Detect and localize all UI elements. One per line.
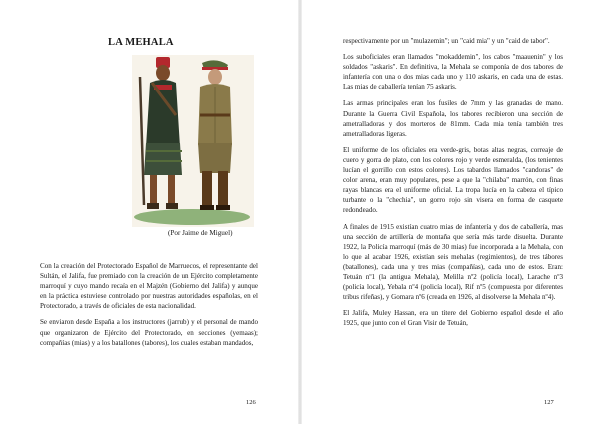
paragraph: El uniforme de los oficiales era verde-gris, botas altas negras, correaje de cuero y gorra de plato, con los colores rojo y verde esmeralda, (los tenientes lucían el gorrillo con estos colores). Los tabardos llamados "candoras" de color arena, eran muy populares, pese a que la "chilaba" marrón, con finas rayas blancas era el uniforme oficial. La tropa lucía en la cabeza el típico turbante o la "chechia", un gorro rojo sin visera en forma de casquete redondeado. xyxy=(343,145,563,215)
right-text-column xyxy=(343,36,563,334)
paragraph: Las armas principales eran los fusiles de 7mm y las granadas de mano. Durante la Guerra Civil Española, los tabores recibieron una sección de ametralladoras y dos morteros de 81mm. Cada mia tenía también tres ametralladoras ligeras. xyxy=(343,99,563,138)
soldiers-illustration xyxy=(132,55,254,227)
paragraph: A finales de 1915 existían cuatro mias de infantería y dos de caballería, mas una sección de artillería de montaña que sería más tarde disuelta. Durante 1922, la Policía marroquí (más de 30 mias) fue incorporada a la Mehala, con lo que al acabar 1926, existían seis mehalas (regimientos), de tres tábores (batallones), cada una y tres mias (compañías), cada uno de estos. Eran: Tetuán nº1 (la antigua Mehala), Melilla nº2 (policía local), Larache nº3 (policía local), Yebala nº4 (policía local), Rif nº5 (compuesta por diferentes tribus rifeñas), y Gomara nº6 (creada en 1926, al disolverse la Mehala nº4). xyxy=(343,222,563,302)
page-title: LA MEHALA xyxy=(108,37,174,48)
ground-patch xyxy=(134,209,250,225)
illustration-svg xyxy=(132,55,254,227)
paragraph: respectivamente por un "mulazemin"; un "caid mia" y un "caid de tabor". xyxy=(343,37,550,45)
paragraph: El Jalifa, Muley Hassan, era un títere del Gobierno español desde el año 1925, que junto con el Gran Visir de Tetuán, xyxy=(343,309,563,328)
paragraph: Se enviaron desde España a los instructores (jarrub) y el personal de mando que organizaron de Ejército del Protectorado, en secciones (yemaas); compañías (mias) y a los batallones (tabores), los cuales estaban mandados, xyxy=(40,318,258,347)
officer-figure xyxy=(198,60,232,210)
illustration-caption: (Por Jaime de Miguel) xyxy=(168,229,233,237)
right-page xyxy=(300,0,600,424)
page-number: 127 xyxy=(544,399,554,406)
page-number: 126 xyxy=(246,399,256,406)
left-text-column xyxy=(40,261,258,354)
paragraph: Los suboficiales eran llamados "mokaddemin", los cabos "maauenin" y los soldados "askaris". En definitiva, la Mehala se componía de dos tabores de infantería con una o dos mias cada uno y 110 askaris, en cada una de estas. Las mias de caballería tenían 75 askaris. xyxy=(343,53,563,92)
paragraph: Con la creación del Protectorado Español de Marruecos, el representante del Sultán, el Jalifa, fue premiado con la creación de un Ejército completamente marroquí y cuyo mando recaía en el Majzén (Gobierno del Jalifa) y aunque en la práctica estuviese controlado por nuestras autoridades españolas, en el Protectorado, a través de oficiales de esta nacionalidad. xyxy=(40,262,258,311)
soldier-figure xyxy=(140,57,182,209)
